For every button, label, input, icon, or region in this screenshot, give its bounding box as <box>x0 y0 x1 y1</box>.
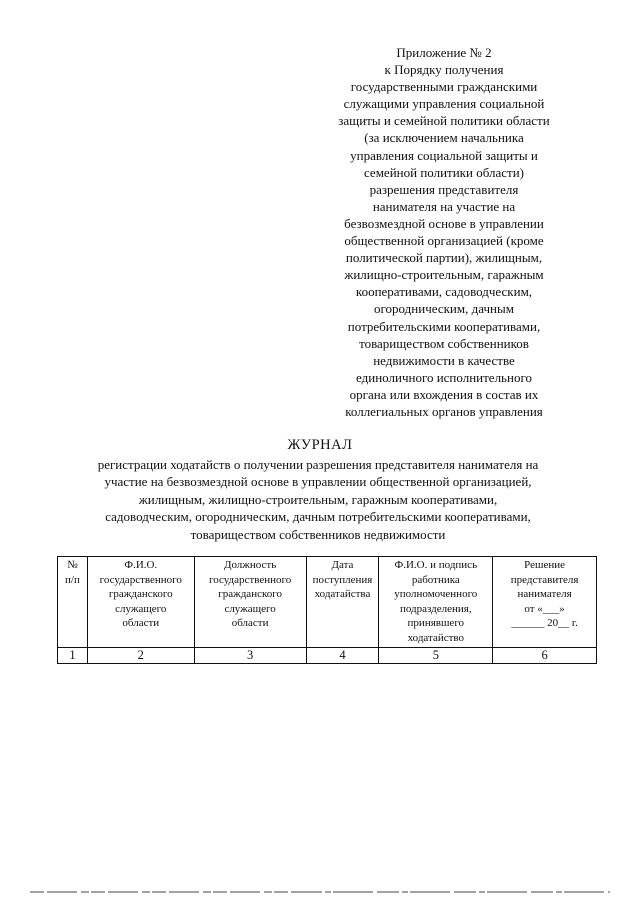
header-text: представителя <box>510 573 579 586</box>
appendix-line: защиты и семейной политики области <box>338 113 550 129</box>
column-number-cell: 6 <box>493 647 597 663</box>
header-cell-receiver <box>379 557 493 648</box>
header-text: нанимателя <box>517 588 572 601</box>
table-row <box>58 647 597 663</box>
header-text: Ф.И.О. и подпись <box>394 559 478 571</box>
column-number-cell: 5 <box>379 647 493 663</box>
scan-edge-artifact <box>0 890 640 894</box>
header-text: гражданского <box>218 588 282 601</box>
journal-subtitle-line: регистрации ходатайств о получении разрешения представителя нанимателя на <box>97 457 539 472</box>
journal-subtitle-line: участие на безвозмездной основе в управлении общественной организацией, <box>104 474 532 490</box>
header-text: от «___» <box>524 602 565 615</box>
header-text: области <box>122 617 160 630</box>
journal-subtitle-line: товариществом собственников недвижимости <box>190 526 446 542</box>
appendix-line: коллегиальных органов управления <box>345 403 543 419</box>
appendix-line: жилищно-строительным, гаражным <box>344 267 544 283</box>
header-text: ходатайство <box>407 631 465 644</box>
appendix-line: огородническим, дачным <box>374 301 514 317</box>
header-text: поступления <box>312 573 373 586</box>
appendix-line: нанимателя на участие на <box>372 198 516 214</box>
header-text: ______ 20__ г. <box>511 617 578 630</box>
header-text: Дата <box>331 559 354 571</box>
header-text: государственного <box>208 573 292 586</box>
header-text: служащего <box>115 602 167 615</box>
header-text: служащего <box>224 602 276 615</box>
appendix-line: безвозмездной основе в управлении <box>344 215 544 231</box>
header-text: гражданского <box>108 588 173 601</box>
column-number-cell: 3 <box>194 647 306 663</box>
header-text: работника <box>411 573 460 586</box>
header-cell-number <box>58 557 88 648</box>
appendix-line: политической партии), жилищным, <box>345 250 543 266</box>
header-cell-decision <box>493 557 597 648</box>
appendix-line: разрешения представителя <box>369 181 519 197</box>
appendix-header <box>300 44 588 420</box>
appendix-line: управления социальной защиты и <box>350 147 538 163</box>
header-text: подразделения, <box>399 602 472 615</box>
header-text: ходатайства <box>314 588 371 601</box>
header-text: Ф.И.О. <box>124 559 158 571</box>
appendix-line: (за исключением начальника <box>364 130 524 146</box>
journal-subtitle <box>38 456 598 543</box>
appendix-line: Приложение № 2 <box>396 45 492 60</box>
appendix-line: государственными гражданскими <box>350 79 538 95</box>
header-text: № <box>67 559 78 571</box>
journal-subtitle-line: садоводческим, огородническим, дачным потребительскими кооперативами, <box>105 509 531 525</box>
header-cell-position <box>194 557 306 648</box>
journal-subtitle-line: жилищным, жилищно-строительным, гаражным кооперативами, <box>138 491 498 507</box>
table-header-row <box>58 557 597 648</box>
header-text: государственного <box>99 573 182 586</box>
header-text: области <box>231 617 269 630</box>
registration-table <box>57 556 597 664</box>
appendix-line: к Порядку получения <box>384 62 504 78</box>
appendix-line: недвижимости в качестве <box>373 352 515 368</box>
header-text: Должность <box>223 559 277 571</box>
journal-title: ЖУРНАЛ <box>287 437 353 453</box>
appendix-line: потребительскими кооперативами, <box>347 318 541 334</box>
header-cell-date <box>306 557 379 648</box>
appendix-line: кооперативами, садоводческим, <box>355 284 533 300</box>
header-cell-fio <box>87 557 194 648</box>
appendix-line: служащими управления социальной <box>343 96 545 112</box>
header-text: принявшего <box>407 617 465 630</box>
column-number-cell: 1 <box>58 647 88 663</box>
appendix-line: семейной политики области) <box>364 164 524 180</box>
column-number-cell: 2 <box>87 647 194 663</box>
appendix-line: товариществом собственников <box>359 335 529 351</box>
header-text: п/п <box>65 573 80 586</box>
appendix-line: общественной организацией (кроме <box>344 233 544 249</box>
appendix-line: органа или вхождения в состав их <box>349 386 539 402</box>
appendix-line: единоличного исполнительного <box>356 369 532 385</box>
header-text: уполномоченного <box>394 588 478 601</box>
header-text: Решение <box>524 559 566 571</box>
column-number-cell: 4 <box>306 647 379 663</box>
